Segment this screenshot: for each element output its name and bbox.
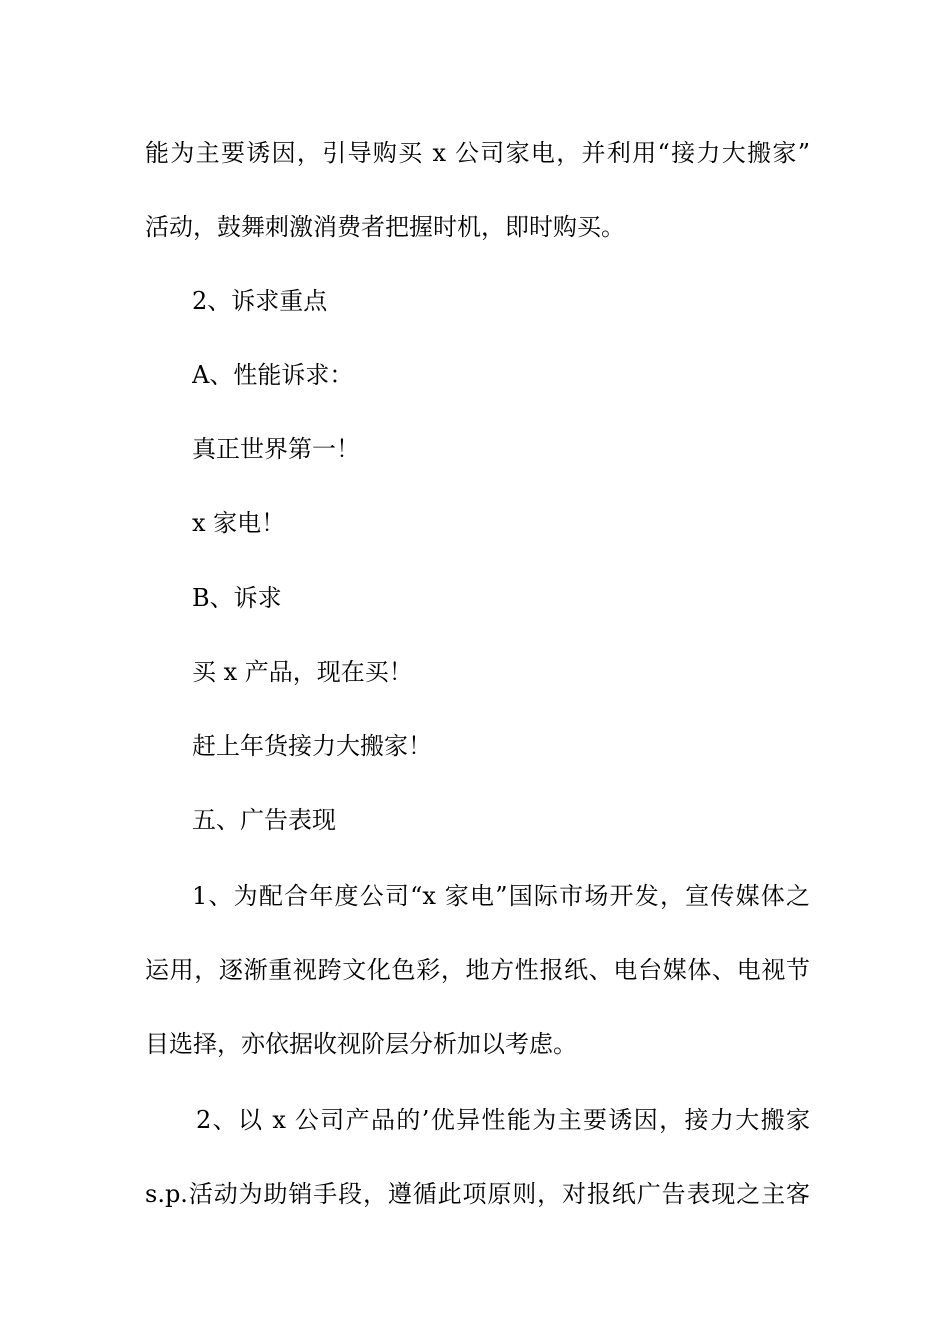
subheading-performance-appeal: A、性能诉求： bbox=[192, 361, 354, 389]
section-heading-appeal-focus: 2、诉求重点 bbox=[192, 287, 328, 315]
paragraph-2-line-1: 2、以 x 公司产品的’优异性能为主要诱因，接力大搬家 bbox=[196, 1106, 810, 1134]
slogan-line-2: x 家电！ bbox=[192, 509, 286, 537]
subheading-appeal-b: B、诉求 bbox=[192, 584, 282, 612]
text-line-2: 活动，鼓舞刺激消费者把握时机，即时购买。 bbox=[145, 213, 625, 241]
paragraph-1-line-1: 1、为配合年度公司“x 家电”国际市场开发，宣传媒体之 bbox=[192, 882, 810, 910]
section-heading-ad-expression: 五、广告表现 bbox=[192, 806, 336, 834]
paragraph-1-line-2: 运用，逐渐重视跨文化色彩，地方性报纸、电台媒体、电视节 bbox=[145, 956, 810, 984]
paragraph-1-line-3: 目选择，亦依据收视阶层分析加以考虑。 bbox=[145, 1030, 577, 1058]
slogan-line-1: 真正世界第一！ bbox=[192, 435, 360, 463]
slogan-line-4: 赶上年货接力大搬家！ bbox=[192, 732, 432, 760]
text-line-1: 能为主要诱因，引导购买 x 公司家电，并利用“接力大搬家” bbox=[145, 139, 810, 167]
slogan-line-3: 买 x 产品，现在买！ bbox=[192, 658, 413, 686]
paragraph-2-line-2: s.p.活动为助销手段，遵循此项原则，对报纸广告表现之主客 bbox=[145, 1180, 810, 1208]
